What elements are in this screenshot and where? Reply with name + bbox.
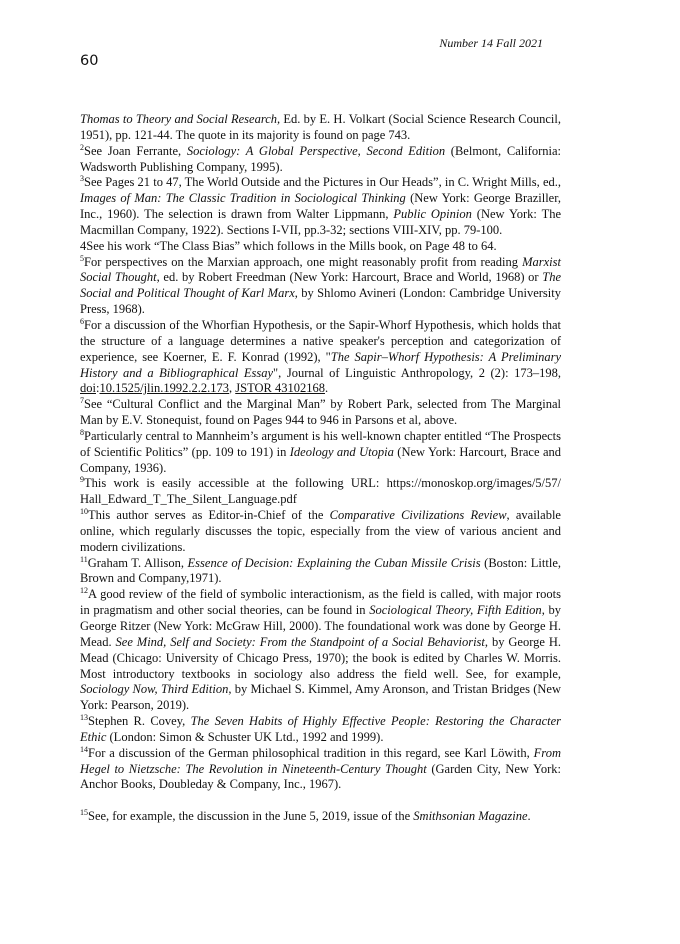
footnote-text: For perspectives on the Marxian approach, one might reasonably profit from reading [84, 254, 523, 269]
footnote-marker: 2 [80, 142, 84, 152]
footnote-text: (Belmont, California: Wadsworth Publishing Company, 1995). [80, 143, 562, 174]
footnote-title: The Sapir–Whorf Hypothesis: A Preliminary History and a Bibliographical Essay [80, 349, 561, 380]
footnotes [80, 112, 561, 825]
footnote-text: , available online, which regularly discusses the topic, especially from the view of various ancient and modern civilizations. [80, 508, 561, 554]
footnote-marker: 8 [80, 427, 84, 437]
footnote-marker: 6 [80, 316, 84, 326]
footnote-title: Comparative Civilizations Review [329, 508, 507, 523]
footnote-9 [80, 476, 561, 508]
footnote-marker: 9 [80, 475, 84, 485]
footnote-text: . [324, 381, 329, 396]
footnote-marker: 14 [80, 744, 88, 754]
footnote-text: See “Cultural Conflict and the Marginal Man” by Robert Park, selected from The Marginal Man by E.V. Stonequist, found on Pages 944 to 946 in Parsons et al, above. [80, 397, 561, 428]
footnote-title: From Hegel to Nietzsche: The Revolution in Nineteenth-Century Thought [80, 745, 561, 776]
footnote-title: See Mind, Self and Society: From the Standpoint of a Social Behaviorist [115, 634, 485, 649]
footnote-text: ", Journal of Linguistic Anthropology, 2 (2): 173–198, [273, 365, 561, 380]
footnote-8 [80, 429, 561, 477]
footnote-text: For a discussion of the German philosophical tradition in this regard, see Karl Löwith, [88, 745, 534, 760]
footnote-text: , by Shlomo Avineri (London: Cambridge University Press, 1968). [80, 286, 561, 317]
footnote-title: Public Opinion [393, 207, 472, 222]
footnote-marker: 13 [80, 712, 88, 722]
footnote-text: , by George Ritzer (New York: McGraw Hill, 2000). The foundational work was done by George H. Mead. [80, 603, 561, 649]
footnote-text: , by George H. Mead (Chicago: University of Chicago Press, 1970); the book is edited by Charles W. Morris. Most introductory textbooks in sociology also address the field well. See, for example, [80, 634, 561, 681]
footnote-link[interactable]: 10.1525/jlin.1992.2.2.173 [99, 381, 229, 396]
page-number: 60 [80, 53, 99, 69]
footnote-12 [80, 587, 561, 714]
footnote-title: Sociology: A Global Perspective, Second Edition [186, 143, 446, 158]
footnote-text: For a discussion of the Whorfian Hypothesis, or the Sapir-Whorf Hypothesis, which holds that the structure of a language determines a native speaker's perception and categorization of experience, see Koerner, E. F. Konrad (1992), " [80, 317, 561, 364]
footnote-marker: 5 [80, 253, 84, 263]
footnote-text: Particularly central to Mannheim’s argument is his well-known chapter entitled “The Prospects of Scientific Politics” (pp. 109 to 191) in [80, 428, 561, 459]
footnote-title: Marxist Social Thought [80, 254, 561, 285]
footnote-link[interactable]: doi [80, 381, 96, 396]
footnote-6 [80, 318, 561, 397]
footnote-text: , [229, 381, 236, 396]
footnote-title: Sociology Now, Third Edition [80, 682, 229, 697]
footnote-text: This work is easily accessible at the following URL: https://monoskop.org/images/5/57/ Hall_Edward_T_The_Silent_Language.pdf [80, 476, 561, 507]
footnote-text: , ed. by Robert Freedman (New York: Harcourt, Brace and World, 1968) or [156, 270, 543, 285]
footnote-text: (Garden City, New York: Anchor Books, Doubleday & Company, Inc., 1967). [80, 761, 561, 792]
footnote-4 [80, 239, 561, 255]
footnote-text: See Joan Ferrante, [84, 143, 187, 158]
footnote-title: Essence of Decision: Explaining the Cuban Missile Crisis [187, 555, 481, 570]
footnote-text: : [95, 381, 100, 396]
footnote-text: (Boston: Little, Brown and Company,1971). [80, 555, 562, 586]
footnote-marker: 7 [80, 396, 84, 406]
footnote-text: (New York: George Braziller, Inc., 1960). The selection is drawn from Walter Lippmann, [80, 191, 562, 222]
footnote-text: A good review of the field of symbolic interactionism, as the field is called, with major roots in pragmatism and other social theories, can be found in [80, 587, 561, 618]
footnote-marker: 12 [80, 586, 88, 596]
footnote-title: Smithsonian Magazine [413, 809, 528, 824]
footnote-text: Graham T. Allison, [87, 555, 188, 570]
footnote-15 [80, 809, 561, 825]
footnote-title: Images of Man: The Classic Tradition in Sociological Thinking [80, 191, 406, 206]
footnote-title: The Seven Habits of Highly Effective People: Restoring the Character Ethic [80, 714, 562, 744]
footnote-title: Sociological Theory, Fifth Edition [369, 603, 542, 618]
footnote-title: Thomas to Theory and Social Research, [80, 112, 281, 126]
footnote-7 [80, 397, 561, 429]
footnote-text: . [527, 809, 531, 824]
footnote-text: Ed. by E. H. Volkart (Social Science Research Council, 1951), pp. 121-44. The quote in its majority is found on page 743. [80, 112, 561, 142]
footnote-marker: 3 [80, 174, 84, 184]
footnote-continuation [80, 112, 561, 144]
footnote-3 [80, 175, 561, 238]
footnote-text: (New York: The Macmillan Company, 1922). Sections I-VII, pp.3-32; sections VIII-XIV, pp. 79-100. [80, 207, 562, 237]
running-head: Number 14 Fall 2021 [439, 36, 543, 50]
footnote-10 [80, 508, 561, 556]
footnote-text: (London: Simon & Schuster UK Ltd., 1992 and 1999). [106, 729, 384, 744]
footnote-text: 4See his work “The Class Bias” which follows in the Mills book, on Page 48 to 64. [80, 238, 497, 253]
footnote-text: This author serves as Editor-in-Chief of the [88, 508, 330, 523]
footnote-link[interactable]: JSTOR 43102168 [235, 381, 325, 396]
footnote-text: Stephen R. Covey, [88, 714, 191, 729]
footnote-5 [80, 255, 561, 318]
footnote-14 [80, 746, 561, 794]
footnote-marker: 11 [80, 554, 88, 564]
footnote-13 [80, 714, 561, 746]
footnote-title: Ideology and Utopia [289, 444, 394, 459]
footnote-text: (New York: Harcourt, Brace and Company, 1936). [80, 444, 561, 475]
footnote-11 [80, 556, 561, 588]
footnote-text: See, for example, the discussion in the June 5, 2019, issue of the [88, 809, 414, 824]
footnote-title: The Social and Political Thought of Karl Marx [80, 270, 561, 301]
footnote-2 [80, 144, 561, 176]
footnote-text: , by Michael S. Kimmel, Amy Aronson, and Tristan Bridges (New York: Pearson, 2019). [80, 682, 561, 713]
footnote-marker: 10 [80, 506, 88, 516]
footnote-marker: 15 [80, 808, 88, 818]
footnote-text: See Pages 21 to 47, The World Outside and the Pictures in Our Heads”, in C. Wright Mills, ed., [84, 175, 561, 190]
